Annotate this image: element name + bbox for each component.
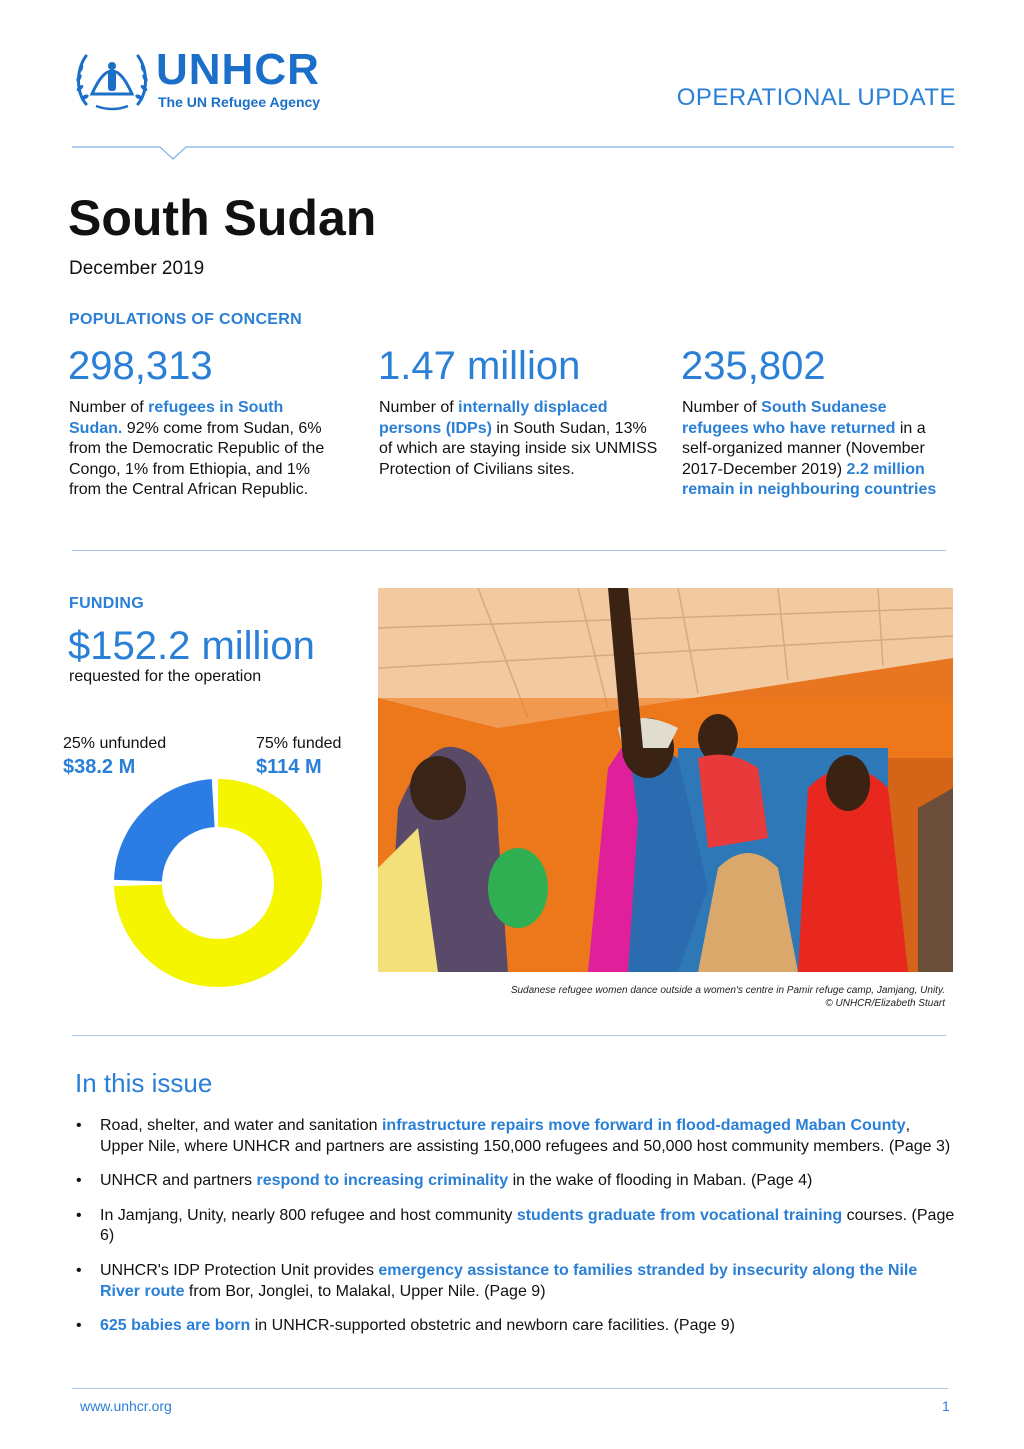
issue-link[interactable]: infrastructure repairs move forward in flood-damaged Maban County [381, 1117, 906, 1134]
page-title: South Sudan [68, 190, 377, 246]
footer-website-link[interactable]: www.unhcr.org [80, 1398, 172, 1414]
issue-link[interactable]: emergency assistance to families stranded by insecurity along the Nile River route [100, 1261, 918, 1300]
bullet-icon: • [76, 1261, 82, 1279]
bullet-icon: • [76, 1172, 82, 1190]
issue-list [76, 1116, 956, 1351]
page-number: 1 [942, 1398, 950, 1414]
report-date: December 2019 [69, 258, 205, 279]
idps-stat-value: 1.47 million [378, 344, 581, 388]
bullet-icon: • [76, 1206, 82, 1224]
section-divider [72, 1035, 946, 1036]
returnees-stat-description: Number of South Sudanese refugees who have returned in a self-organized manner (November 2017-December 2019) 2.2 million remain in neighbouring countries [682, 399, 937, 499]
populations-label: POPULATIONS OF CONCERN [69, 311, 302, 328]
logo-name: UNHCR [156, 45, 320, 94]
footer-divider [72, 1388, 948, 1389]
unhcr-logo [72, 44, 372, 116]
funding-subtitle: requested for the operation [69, 668, 262, 685]
idps-link[interactable]: internally displaced persons (IDPs) [379, 399, 608, 437]
issue-link[interactable]: 625 babies are born [100, 1317, 251, 1335]
section-divider [72, 550, 946, 551]
returnees-link[interactable]: South Sudanese refugees who have returned [682, 399, 896, 437]
list-item: • 625 babies are born in UNHCR-supported obstetric and newborn care facilities. (Page 9) [76, 1316, 956, 1337]
laurel-emblem-icon [72, 44, 152, 114]
refugees-stat-value: 298,313 [68, 344, 213, 388]
bullet-icon: • [76, 1317, 82, 1335]
idps-stat-description: Number of internally displaced persons (IDPs) in South Sudan, 13% of which are staying inside six UNMISS Protection of Civilians sites. [379, 399, 658, 478]
issue-link[interactable]: respond to increasing criminality [256, 1172, 509, 1190]
neighbouring-countries-link[interactable]: 2.2 million remain in neighbouring countries [682, 460, 937, 499]
donut-segment-unfunded [114, 779, 215, 881]
funding-amount: $152.2 million [68, 624, 315, 668]
bullet-icon: • [76, 1117, 82, 1134]
list-item: • In Jamjang, Unity, nearly 800 refugee and host community students graduate from vocational training courses. (Page 6) [76, 1206, 955, 1245]
returnees-stat-value: 235,802 [681, 344, 826, 388]
refugee-women-photo-image [378, 588, 953, 972]
in-this-issue-heading: In this issue [75, 1068, 213, 1098]
unfunded-percent-label: 25% unfunded [63, 735, 167, 752]
document-type: OPERATIONAL UPDATE [676, 84, 956, 111]
logo-tagline: The UN Refugee Agency [158, 94, 321, 110]
cover-photo [378, 588, 953, 972]
list-item: • UNHCR and partners respond to increasing criminality in the wake of flooding in Maban. (Page 4) [76, 1171, 956, 1192]
refugees-link[interactable]: refugees in South Sudan. [69, 399, 284, 437]
funding-donut-chart [102, 772, 334, 994]
list-item: • UNHCR's IDP Protection Unit provides emergency assistance to families stranded by insecurity along the Nile River route from Bor, Jonglei, to Malakal, Upper Nile. (Page 9) [76, 1261, 918, 1300]
issue-link[interactable]: students graduate from vocational training [516, 1206, 843, 1224]
header-divider [72, 146, 954, 160]
funded-amount: $114 M [256, 756, 322, 778]
funded-percent-label: 75% funded [256, 735, 342, 752]
refugees-stat-description: Number of refugees in South Sudan. 92% come from Sudan, 6% from the Democratic Republic of the Congo, 1% from Ethiopia, and 1% from the Central African Republic. [69, 399, 325, 499]
unfunded-amount: $38.2 M [63, 756, 136, 778]
funding-label: FUNDING [69, 595, 144, 612]
list-item: • Road, shelter, and water and sanitation infrastructure repairs move forward in flood-damaged Maban County, Upper Nile, where UNHCR and partners are assisting 150,000 refugees and 50,000 host community members. (Page 3) [76, 1117, 951, 1155]
photo-caption: Sudanese refugee women dance outside a women's centre in Pamir refuge camp, Jamjang, Unity. © UNHCR/Elizabeth Stuart [510, 985, 945, 1009]
